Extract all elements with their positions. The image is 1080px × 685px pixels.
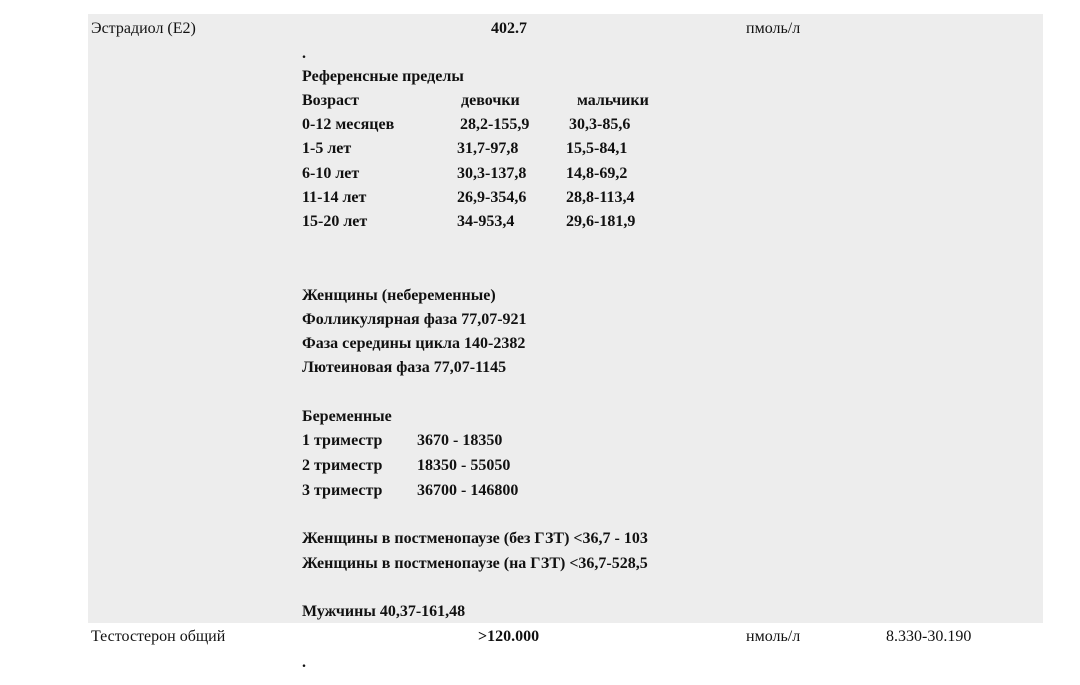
age-row-label: 11-14 лет — [302, 189, 367, 206]
age-row-boys: 14,8-69,2 — [566, 165, 628, 182]
boys-header: мальчики — [577, 92, 649, 109]
testosterone-unit: нмоль/л — [746, 628, 801, 645]
postmenopause-line: Женщины в постменопаузе (без ГЗТ) <36,7 - 103 — [302, 530, 648, 547]
testosterone-range: 8.330-30.190 — [886, 628, 972, 645]
phase-line: Фаза середины цикла 140-2382 — [302, 335, 526, 352]
girls-header: девочки — [461, 92, 520, 109]
phase-line: Фолликулярная фаза 77,07-921 — [302, 311, 527, 328]
trimester-label: 1 триместр — [302, 432, 383, 449]
age-row-label: 0-12 месяцев — [302, 116, 395, 133]
estradiol-name: Эстрадиол (E2) — [91, 20, 196, 37]
age-row-girls: 26,9-354,6 — [457, 189, 527, 206]
age-row-boys: 29,6-181,9 — [566, 213, 636, 230]
age-row-girls: 30,3-137,8 — [457, 165, 527, 182]
testosterone-dot: . — [302, 654, 306, 671]
phase-line: Лютеиновая фаза 77,07-1145 — [302, 359, 507, 376]
testosterone-value: >120.000 — [478, 628, 540, 645]
reference-title: Референсные пределы — [302, 68, 464, 85]
trimester-label: 2 триместр — [302, 457, 383, 474]
age-row-girls: 31,7-97,8 — [457, 140, 519, 157]
pregnant-title: Беременные — [302, 408, 392, 425]
trimester-range: 3670 - 18350 — [417, 432, 503, 449]
age-row-label: 6-10 лет — [302, 165, 360, 182]
age-row-boys: 28,8-113,4 — [566, 189, 635, 206]
age-row-label: 15-20 лет — [302, 213, 368, 230]
age-row-boys: 15,5-84,1 — [566, 140, 628, 157]
testosterone-name: Тестостерон общий — [91, 628, 226, 645]
trimester-range: 18350 - 55050 — [417, 457, 511, 474]
estradiol-unit: пмоль/л — [746, 20, 801, 37]
age-row-label: 1-5 лет — [302, 140, 352, 157]
age-row-girls: 34-953,4 — [457, 213, 515, 230]
postmenopause-line: Женщины в постменопаузе (на ГЗТ) <36,7-528,5 — [302, 555, 648, 572]
trimester-range: 36700 - 146800 — [417, 482, 519, 499]
estradiol-value: 402.7 — [491, 20, 527, 37]
estradiol-dot: . — [302, 45, 306, 62]
age-row-girls: 28,2-155,9 — [460, 116, 530, 133]
age-header: Возраст — [302, 92, 359, 109]
trimester-label: 3 триместр — [302, 482, 383, 499]
women-nonpregnant-title: Женщины (небеременные) — [302, 287, 496, 304]
men-range: Мужчины 40,37-161,48 — [302, 603, 466, 620]
age-row-boys: 30,3-85,6 — [569, 116, 631, 133]
